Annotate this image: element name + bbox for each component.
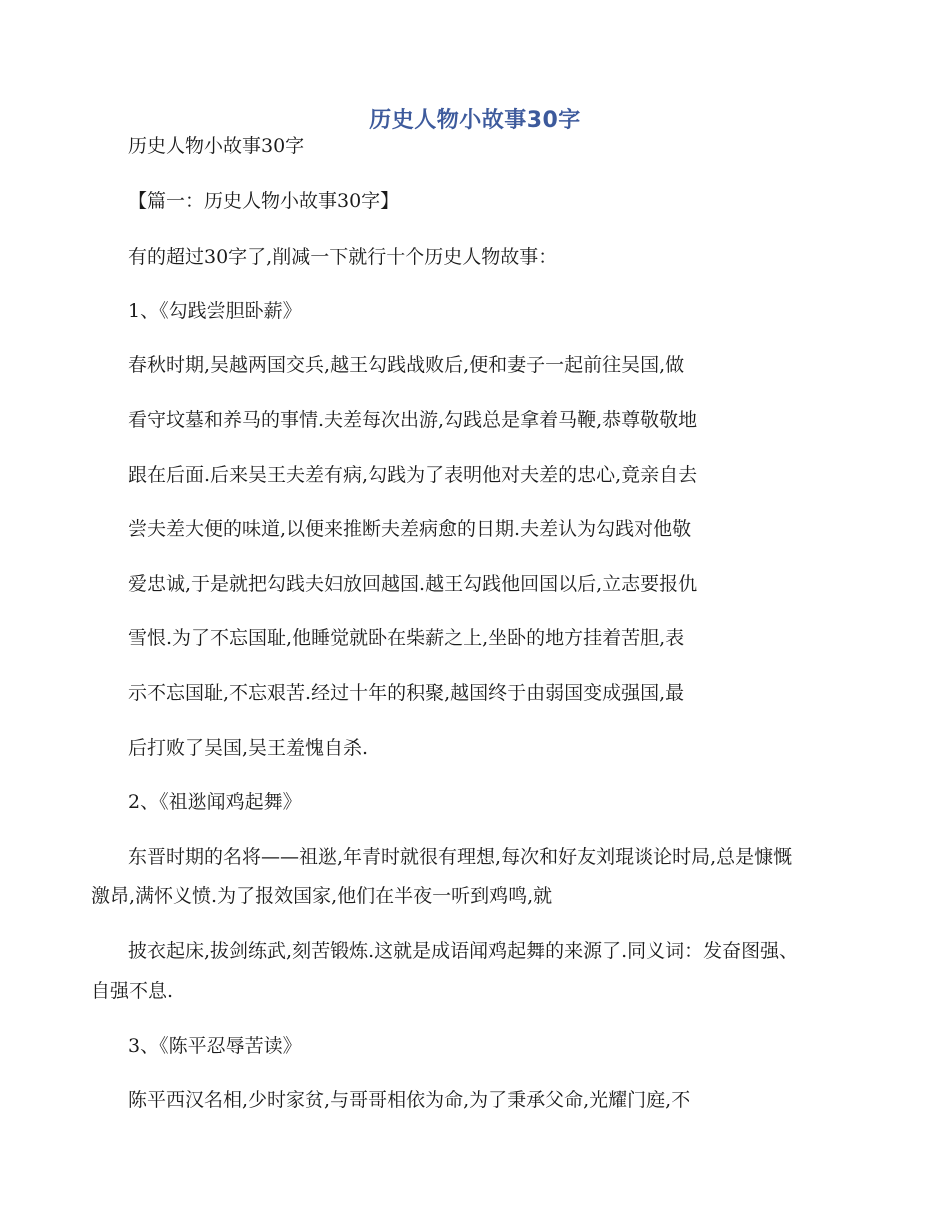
story-line: 雪恨.为了不忘国耻,他睡觉就卧在柴薪之上,坐卧的地方挂着苦胆,表 xyxy=(128,627,685,649)
story-heading: 1、《勾践尝胆卧薪》 xyxy=(128,300,302,322)
story-line: 陈平西汉名相,少时家贫,与哥哥相依为命,为了秉承父命,光耀门庭,不 xyxy=(128,1089,691,1111)
story-line: 后打败了吴国,吴王羞愧自杀. xyxy=(128,737,369,759)
intro-paragraph: 有的超过30字了,削减一下就行十个历史人物故事： xyxy=(128,246,558,268)
story-line: 东晋时期的名将——祖逖,年青时就很有理想,每次和好友刘琨谈论时局,总是慷慨 xyxy=(128,846,793,868)
story-line: 春秋时期,吴越两国交兵,越王勾践战败后,便和妻子一起前往吴国,做 xyxy=(128,354,685,376)
story-heading: 3、《陈平忍辱苦读》 xyxy=(128,1035,302,1057)
section-heading: 【篇一：历史人物小故事30字】 xyxy=(128,190,400,212)
story-line: 爱忠诚,于是就把勾践夫妇放回越国.越王勾践他回国以后,立志要报仇 xyxy=(128,573,698,595)
story-line: 自强不息. xyxy=(91,980,174,1002)
story-line: 尝夫差大便的味道,以便来推断夫差病愈的日期.夫差认为勾践对他敬 xyxy=(128,518,692,540)
story-line: 示不忘国耻,不忘艰苦.经过十年的积聚,越国终于由弱国变成强国,最 xyxy=(128,682,685,704)
story-line: 看守坟墓和养马的事情.夫差每次出游,勾践总是拿着马鞭,恭尊敬敬地 xyxy=(128,409,698,431)
document-title: 历史人物小故事30字 xyxy=(369,108,581,133)
story-line: 披衣起床,拔剑练武,刻苦锻炼.这就是成语闻鸡起舞的来源了.同义词：发奋图强、 xyxy=(128,940,799,962)
story-heading: 2、《祖逖闻鸡起舞》 xyxy=(128,791,302,813)
document-subtitle: 历史人物小故事30字 xyxy=(128,135,305,157)
story-line: 跟在后面.后来吴王夫差有病,勾践为了表明他对夫差的忠心,竟亲自去 xyxy=(128,464,698,486)
story-line: 激昂,满怀义愤.为了报效国家,他们在半夜一听到鸡鸣,就 xyxy=(91,885,553,907)
